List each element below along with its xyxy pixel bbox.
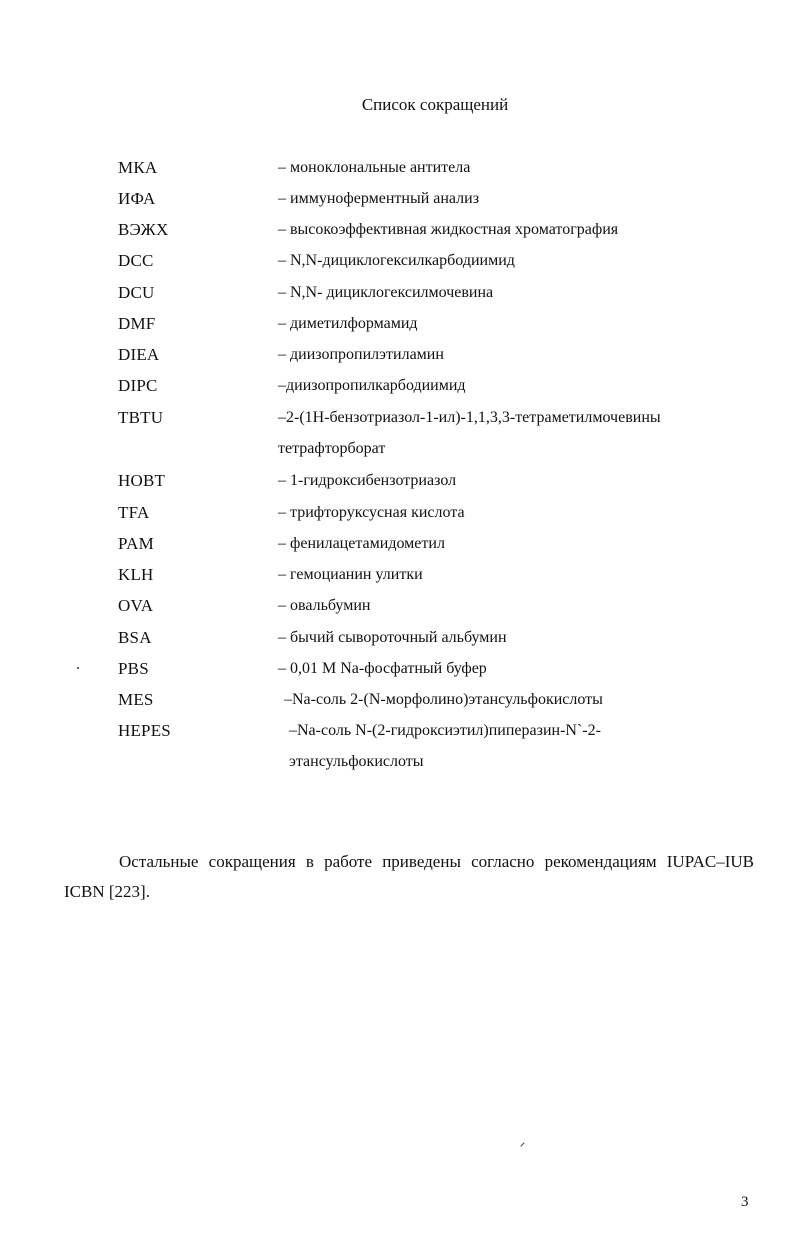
scan-mark bbox=[520, 1142, 524, 1146]
abbreviation-definition: – диметилформамид bbox=[278, 315, 418, 332]
abbreviation-definition: – трифторуксусная кислота bbox=[278, 504, 465, 521]
abbreviation-definition: – N,N-дициклогексилкарбодиимид bbox=[278, 252, 515, 269]
list-item bbox=[0, 502, 796, 533]
list-item bbox=[0, 407, 796, 469]
list-item bbox=[0, 564, 796, 595]
list-item bbox=[0, 344, 796, 375]
list-item bbox=[0, 689, 796, 720]
abbreviation-term: OVA bbox=[118, 596, 154, 615]
abbreviation-term: HEPES bbox=[118, 721, 171, 740]
abbreviation-definition: – овальбумин bbox=[278, 597, 371, 614]
abbreviation-definition: – фенилацетамидометил bbox=[278, 535, 445, 552]
list-item bbox=[0, 595, 796, 626]
abbreviation-term: DCC bbox=[118, 251, 154, 270]
list-item bbox=[0, 720, 796, 782]
abbreviation-term: ИФА bbox=[118, 189, 156, 208]
list-item bbox=[0, 282, 796, 313]
abbreviation-term: PAM bbox=[118, 534, 154, 553]
list-item bbox=[0, 313, 796, 344]
abbreviation-definition: –диизопропилкарбодиимид bbox=[278, 377, 466, 394]
list-item bbox=[0, 658, 796, 689]
list-item bbox=[0, 157, 796, 188]
list-item bbox=[0, 533, 796, 564]
abbreviation-term: KLH bbox=[118, 565, 154, 584]
abbreviation-term: DCU bbox=[118, 283, 155, 302]
list-item bbox=[0, 627, 796, 658]
abbreviation-term: HOBT bbox=[118, 471, 166, 490]
abbreviation-definition-continued: этансульфокислоты bbox=[289, 753, 424, 770]
abbreviation-definition: – N,N- дициклогексилмочевина bbox=[278, 284, 494, 301]
abbreviation-term: MES bbox=[118, 690, 154, 709]
closing-paragraph: Остальные сокращения в работе приведены согласно рекомендациям IUPAC–IUB ICBN [223]. bbox=[64, 852, 754, 901]
abbreviation-term: DMF bbox=[118, 314, 156, 333]
abbreviation-definition: – 1-гидроксибензотриазол bbox=[278, 472, 457, 489]
abbreviation-definition: – гемоцианин улитки bbox=[278, 566, 423, 583]
abbreviation-definition: – высокоэффективная жидкостная хроматография bbox=[278, 221, 619, 238]
page-title: Список сокращений bbox=[361, 95, 509, 114]
abbreviation-definition-continued: тетрафторборат bbox=[278, 440, 386, 457]
abbreviation-term: PBS bbox=[118, 659, 149, 678]
list-item bbox=[0, 470, 796, 501]
abbreviation-term: МКА bbox=[118, 158, 158, 177]
list-item bbox=[0, 188, 796, 219]
abbreviation-definition: –2-(1Н-бензотриазол-1-ил)-1,1,3,3-тетраметилмочевины bbox=[278, 409, 661, 426]
page-number: 3 bbox=[741, 1194, 749, 1210]
abbreviation-definition: –Na-соль N-(2-гидроксиэтил)пиперазин-N`-2- bbox=[289, 722, 601, 739]
abbreviation-definition: –Na-соль 2-(N-морфолино)этансульфокислоты bbox=[284, 691, 603, 708]
abbreviation-term: TFA bbox=[118, 503, 150, 522]
abbreviation-definition: – иммуноферментный анализ bbox=[278, 190, 480, 207]
scan-speck bbox=[77, 667, 79, 669]
list-item bbox=[0, 219, 796, 250]
list-item bbox=[0, 250, 796, 281]
abbreviation-definition: – 0,01 М Na-фосфатный буфер bbox=[278, 660, 487, 677]
abbreviation-definition: – диизопропилэтиламин bbox=[278, 346, 444, 363]
abbreviation-term: DIEA bbox=[118, 345, 160, 364]
abbreviation-term: TBTU bbox=[118, 408, 164, 427]
list-item bbox=[0, 375, 796, 406]
abbreviation-term: BSA bbox=[118, 628, 152, 647]
abbreviation-term: ВЭЖХ bbox=[118, 220, 169, 239]
abbreviation-definition: – моноклональные антитела bbox=[278, 159, 471, 176]
abbreviation-definition: – бычий сывороточный альбумин bbox=[278, 629, 507, 646]
abbreviation-term: DIPC bbox=[118, 376, 158, 395]
